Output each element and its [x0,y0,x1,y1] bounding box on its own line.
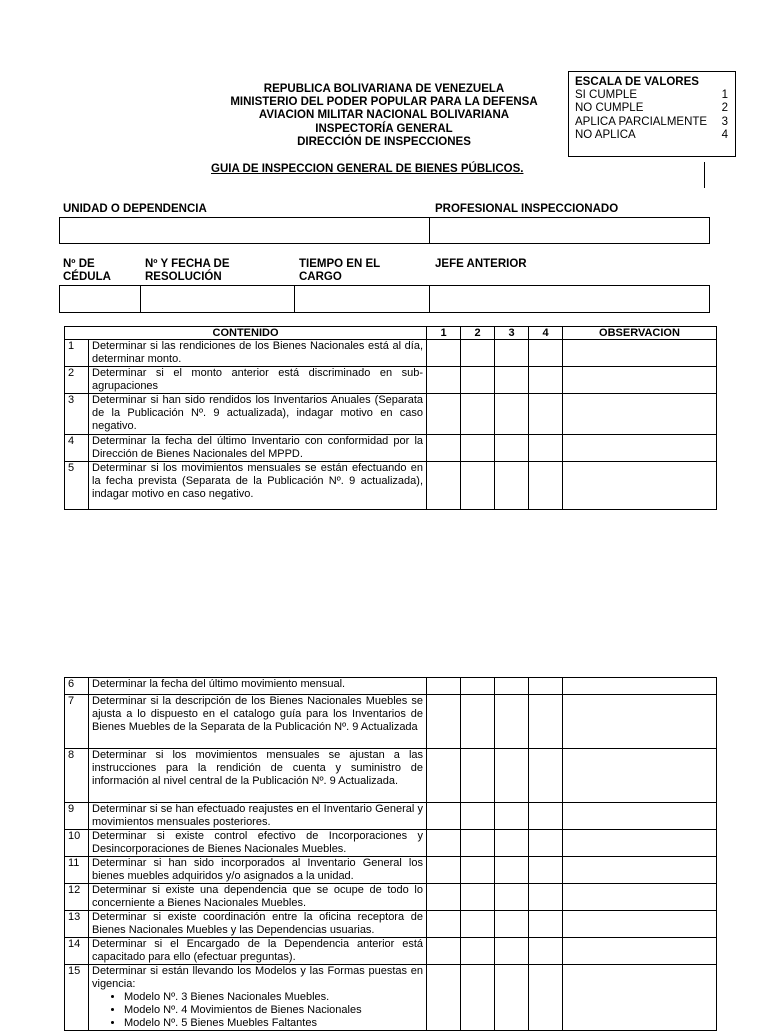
row-number: 9 [65,803,89,830]
observation-cell[interactable] [563,884,717,911]
row-number: 13 [65,911,89,938]
scale-item-value: 1 [721,89,728,102]
models-list [92,991,423,1030]
score-cell-1[interactable] [427,965,461,1031]
table-row [65,367,717,394]
observation-cell[interactable] [563,749,717,803]
score-cell-3[interactable] [495,367,529,394]
score-cell-1[interactable] [427,884,461,911]
inspection-table-page2 [64,677,717,1031]
score-cell-4[interactable] [529,965,563,1031]
score-cell-3[interactable] [495,938,529,965]
scale-item [575,102,728,115]
observation-cell[interactable] [563,394,717,435]
score-cell-2[interactable] [461,462,495,510]
table-row [65,884,717,911]
score-cell-2[interactable] [461,340,495,367]
row-content: Determinar si han sido incorporados al Inventario General los bienes muebles adquiridos y/o asignados a la unidad. [89,857,427,884]
row-content: Determinar si el Encargado de la Dependencia anterior está capacitado para ello (efectuar preguntas). [89,938,427,965]
score-cell-4[interactable] [529,462,563,510]
row-number: 6 [65,678,89,695]
row-number: 11 [65,857,89,884]
score-cell-1[interactable] [427,749,461,803]
score-cell-2[interactable] [461,695,495,749]
table-row [65,435,717,462]
score-cell-3[interactable] [495,911,529,938]
table-row [65,749,717,803]
table-row [65,965,717,1031]
score-cell-4[interactable] [529,435,563,462]
observation-cell[interactable] [563,830,717,857]
score-cell-4[interactable] [529,830,563,857]
scale-item-value: 3 [721,115,728,128]
score-cell-1[interactable] [427,803,461,830]
table-row [65,695,717,749]
score-cell-1[interactable] [427,857,461,884]
score-cell-1[interactable] [427,678,461,695]
table-row [65,911,717,938]
score-cell-2[interactable] [461,803,495,830]
model-item: • Modelo Nº. 3 Bienes Nacionales Muebles. [124,991,423,1004]
score-cell-1[interactable] [427,394,461,435]
score-cell-3[interactable] [495,435,529,462]
observation-cell[interactable] [563,803,717,830]
score-cell-3[interactable] [495,678,529,695]
row-content: Determinar si existe coordinación entre la oficina receptora de Bienes Nacionales Muebles y las Dependencias usuarias. [89,911,427,938]
table-row [65,462,717,510]
model-item: • Modelo Nº. 5 Bienes Muebles Faltantes [124,1017,423,1030]
row-number: 8 [65,749,89,803]
score-cell-1[interactable] [427,911,461,938]
score-cell-3[interactable] [495,462,529,510]
score-cell-3[interactable] [495,830,529,857]
score-cell-2[interactable] [461,678,495,695]
score-cell-2[interactable] [461,884,495,911]
row-number: 12 [65,884,89,911]
row-content [89,965,427,1031]
personnel-fields [59,285,710,313]
scale-item-label: SI CUMPLE [575,89,637,102]
row-number: 10 [65,830,89,857]
content-header: CONTENIDO [65,327,427,340]
unit-professional-fields [59,217,710,244]
score-cell-3[interactable] [495,857,529,884]
header-line: MINISTERIO DEL PODER POPULAR PARA LA DEFENSA [230,96,538,109]
table-row [65,830,717,857]
document-header [200,83,568,149]
score-cell-3[interactable] [495,695,529,749]
vertical-rule [704,162,705,188]
scale-title: ESCALA DE VALORES [575,76,699,88]
score-cell-4[interactable] [529,803,563,830]
score-cell-4[interactable] [529,695,563,749]
observation-cell[interactable] [563,965,717,1031]
score-cell-4[interactable] [529,394,563,435]
observation-cell[interactable] [563,367,717,394]
score-cell-2[interactable] [461,830,495,857]
observation-cell[interactable] [563,938,717,965]
field-divider [140,286,141,312]
row-number: 2 [65,367,89,394]
score-4-header: 4 [529,327,563,340]
table-header-row [65,327,717,340]
table-row [65,340,717,367]
observation-cell[interactable] [563,340,717,367]
score-cell-3[interactable] [495,394,529,435]
row-number: 7 [65,695,89,749]
professional-label: PROFESIONAL INSPECCIONADO [435,203,619,215]
scale-item [575,116,728,129]
row-content: Determinar la fecha del último movimiento mensual. [89,678,427,695]
score-cell-1[interactable] [427,435,461,462]
score-cell-1[interactable] [427,938,461,965]
row-content: Determinar si el monto anterior está discriminado en sub-agrupaciones [89,367,427,394]
resolution-label: Nº Y FECHA DE RESOLUCIÓN [145,258,230,283]
field-divider [429,218,430,243]
observation-cell[interactable] [563,435,717,462]
score-cell-4[interactable] [529,938,563,965]
score-cell-4[interactable] [529,678,563,695]
field-divider [294,286,295,312]
observation-cell[interactable] [563,857,717,884]
score-3-header: 3 [495,327,529,340]
score-cell-2[interactable] [461,965,495,1031]
score-cell-1[interactable] [427,695,461,749]
score-cell-1[interactable] [427,462,461,510]
score-cell-3[interactable] [495,340,529,367]
time-in-position-label: TIEMPO EN EL CARGO [299,258,380,283]
row-content: Determinar si las rendiciones de los Bienes Nacionales está al día, determinar monto. [89,340,427,367]
score-2-header: 2 [461,327,495,340]
score-cell-4[interactable] [529,340,563,367]
score-cell-1[interactable] [427,830,461,857]
score-cell-3[interactable] [495,965,529,1031]
observation-cell[interactable] [563,911,717,938]
guide-title: GUIA DE INSPECCION GENERAL DE BIENES PÚBLICOS. [211,163,524,175]
scale-item-value: 2 [721,102,728,115]
row-content-text: Determinar si están llevando los Modelos y las Formas puestas en vigencia: [92,965,423,990]
table-row [65,938,717,965]
observation-cell[interactable] [563,678,717,695]
scale-of-values-box [568,71,736,157]
scale-item [575,129,728,142]
cedula-label: Nº DE CÉDULA [63,258,111,283]
header-line: INSPECTORÍA GENERAL [315,122,453,135]
score-cell-2[interactable] [461,749,495,803]
field-divider [429,286,430,312]
score-cell-1[interactable] [427,340,461,367]
row-content: Determinar si los movimientos mensuales se ajustan a las instrucciones para la rendición de cuenta y suministro de información al nivel central de la Publicación Nº. 9 Actualizada. [89,749,427,803]
header-line: AVIACION MILITAR NACIONAL BOLIVARIANA [258,109,510,122]
table-row [65,394,717,435]
header-line: REPUBLICA BOLIVARIANA DE VENEZUELA [263,83,505,95]
scale-item-label: APLICA PARCIALMENTE [575,115,708,128]
row-number: 15 [65,965,89,1031]
scale-item-value: 4 [721,128,728,141]
previous-chief-label: JEFE ANTERIOR [435,258,527,270]
row-content: Determinar si se han efectuado reajustes en el Inventario General y movimientos mensuales posteriores. [89,803,427,830]
score-cell-2[interactable] [461,435,495,462]
row-number: 3 [65,394,89,435]
score-cell-4[interactable] [529,911,563,938]
score-cell-4[interactable] [529,367,563,394]
score-cell-3[interactable] [495,749,529,803]
score-cell-1[interactable] [427,367,461,394]
table-row [65,857,717,884]
header-line: DIRECCIÓN DE INSPECCIONES [297,135,471,148]
row-number: 4 [65,435,89,462]
score-1-header: 1 [427,327,461,340]
score-cell-2[interactable] [461,911,495,938]
score-cell-4[interactable] [529,749,563,803]
row-content: Determinar si la descripción de los Bienes Nacionales Muebles se ajusta a lo dispuesto en el catalogo guía para los Inventarios de Bienes Muebles de la Separata de la Publicación Nº. 9 Actualizada [89,695,427,749]
row-content: Determinar si los movimientos mensuales se están efectuando en la fecha prevista (Separata de la Publicación Nº. 9 actualizada), indagar motivo en caso negativo. [89,462,427,510]
inspection-table-page1 [64,326,717,510]
table-row [65,678,717,695]
score-cell-2[interactable] [461,394,495,435]
row-content: Determinar si existe control efectivo de Incorporaciones y Desincorporaciones de Bienes Nacionales Muebles. [89,830,427,857]
row-number: 5 [65,462,89,510]
row-content: Determinar si existe una dependencia que se ocupe de todo lo concerniente a Bienes Nacionales Muebles. [89,884,427,911]
score-cell-3[interactable] [495,803,529,830]
scale-item-label: NO APLICA [575,128,636,141]
scale-item-label: NO CUMPLE [575,102,644,115]
table-row [65,803,717,830]
score-cell-4[interactable] [529,857,563,884]
row-content: Determinar la fecha del último Inventario con conformidad por la Dirección de Bienes Nacionales del MPPD. [89,435,427,462]
score-cell-4[interactable] [529,884,563,911]
observation-cell[interactable] [563,462,717,510]
unit-label: UNIDAD O DEPENDENCIA [63,203,207,215]
row-content: Determinar si han sido rendidos los Inventarios Anuales (Separata de la Publicación Nº. 9 actualizada), indagar motivo en caso negativo. [89,394,427,435]
observation-header: OBSERVACION [563,327,717,340]
row-number: 1 [65,340,89,367]
score-cell-2[interactable] [461,857,495,884]
row-number: 14 [65,938,89,965]
scale-item [575,89,728,102]
model-item: • Modelo Nº. 4 Movimientos de Bienes Nacionales [124,1004,423,1017]
score-cell-2[interactable] [461,938,495,965]
score-cell-3[interactable] [495,884,529,911]
observation-cell[interactable] [563,695,717,749]
score-cell-2[interactable] [461,367,495,394]
